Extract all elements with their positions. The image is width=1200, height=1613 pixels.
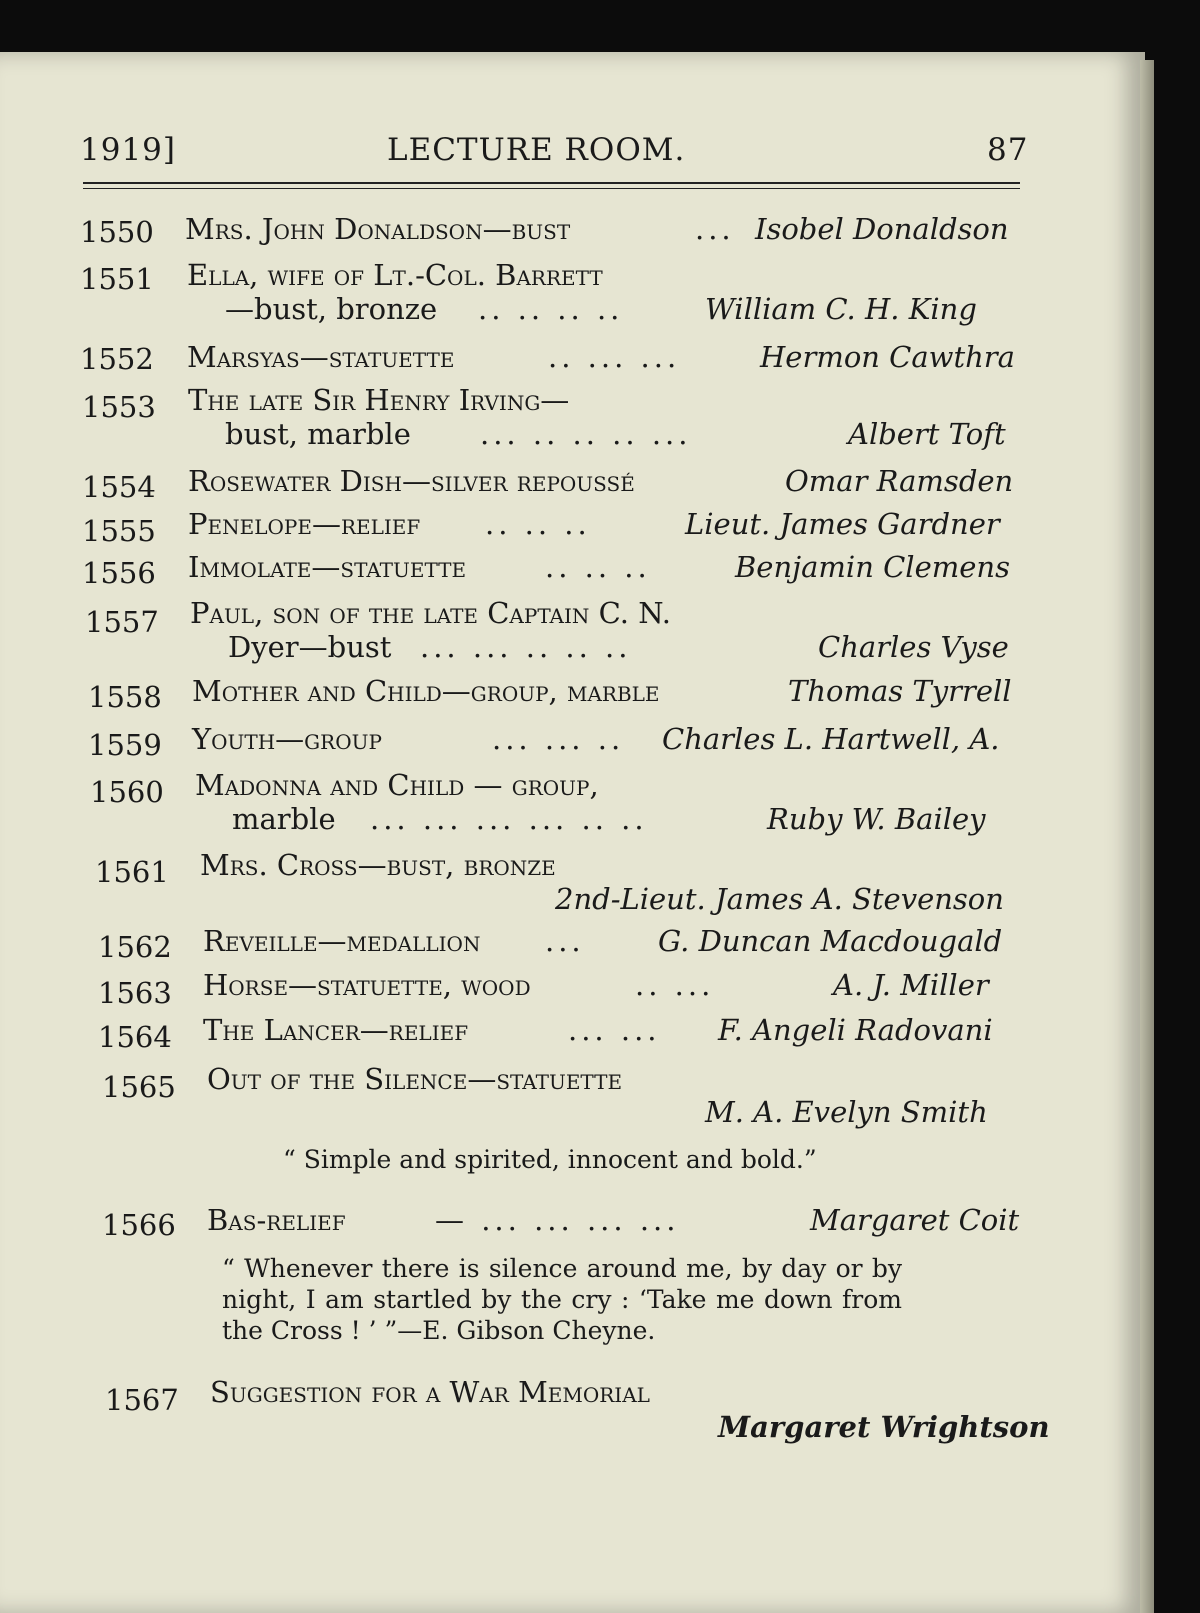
entry-number: 1555 — [82, 514, 156, 548]
entry-artist: Ruby W. Bailey — [767, 802, 986, 836]
entry-title: Horse—statuette, wood — [203, 968, 531, 1002]
entry-leader-dots: ... .. .. .. ... — [480, 417, 692, 451]
entry-leader-dots: .. .. .. — [545, 550, 651, 584]
entry-number: 1567 — [105, 1383, 179, 1417]
entry-leader-dots: ... ... .. — [492, 722, 625, 756]
entry-leader-dots: — ... ... ... ... — [435, 1203, 680, 1237]
entry-artist: Lieut. James Gardner — [685, 507, 1000, 541]
entry-title: The late Sir Henry Irving— — [188, 383, 570, 417]
entry-title: Bas-relief — [207, 1203, 346, 1237]
entry-title: Suggestion for a War Memorial — [210, 1375, 650, 1409]
header-title: LECTURE ROOM. — [387, 132, 686, 168]
entry-title: Marsyas—statuette — [187, 340, 455, 374]
entry-number: 1561 — [95, 855, 169, 889]
entry-title-continued: Dyer—bust — [228, 630, 392, 664]
header-rule-top — [83, 182, 1020, 184]
header-rule-bottom — [83, 188, 1020, 189]
entry-artist: Margaret Coit — [810, 1203, 1020, 1237]
entry-number: 1556 — [82, 556, 156, 590]
entry-title: Paul, son of the late Captain C. N. — [190, 596, 671, 630]
entry-leader-dots: ... ... ... ... .. .. — [370, 802, 648, 836]
entry-leader-dots: .. .. .. — [485, 507, 591, 541]
entry-number: 1564 — [98, 1020, 172, 1054]
entry-number: 1563 — [98, 976, 172, 1010]
entry-title-continued: marble — [232, 802, 336, 836]
entry-artist: G. Duncan Macdougald — [658, 924, 1003, 958]
entry-number: 1554 — [82, 470, 156, 504]
entry-artist: Omar Ramsden — [785, 464, 1014, 498]
entry-number: 1559 — [88, 728, 162, 762]
entry-leader-dots: ... — [695, 212, 735, 246]
entry-title: Ella, wife of Lt.-Col. Barrett — [187, 258, 603, 292]
entry-title: Out of the Silence—statuette — [207, 1062, 623, 1096]
entry-title: Mother and Child—group, marble — [192, 674, 660, 708]
entry-title: Mrs. John Donaldson—bust — [185, 212, 571, 246]
entry-artist: William C. H. King — [705, 292, 977, 326]
entry-title: The Lancer—relief — [203, 1013, 469, 1047]
entry-title: Immolate—statuette — [188, 550, 467, 584]
entry-artist: Charles L. Hartwell, A. — [662, 722, 1000, 756]
entry-number: 1551 — [80, 262, 154, 296]
entry-artist: M. A. Evelyn Smith — [705, 1095, 988, 1129]
entry-title: Rosewater Dish—silver repoussé — [188, 464, 635, 498]
entry-artist: F. Angeli Radovani — [718, 1013, 993, 1047]
entry-title: Reveille—medallion — [203, 924, 481, 958]
entry-leader-dots: .. .. .. .. — [478, 292, 624, 326]
entry-number: 1552 — [80, 342, 154, 376]
entry-leader-dots: .. ... — [635, 968, 715, 1002]
entry-title: Youth—group — [192, 722, 382, 756]
entry-leader-dots: ... — [545, 924, 585, 958]
header-page-number: 87 — [987, 132, 1029, 168]
entry-number: 1550 — [80, 215, 154, 249]
page-edge — [1140, 60, 1154, 1613]
entry-artist: Albert Toft — [848, 417, 1006, 451]
entry-artist: Thomas Tyrrell — [788, 674, 1012, 708]
entry-artist: Margaret Wrightson — [718, 1410, 1050, 1444]
entry-number: 1557 — [85, 605, 159, 639]
entry-number: 1560 — [90, 775, 164, 809]
entry-number: 1565 — [102, 1070, 176, 1104]
entry-quote: “ Whenever there is silence around me, by day or by night, I am startled by the cry : ‘Take me down from the Cross ! ’ ”—E. Gibson Cheyne. — [222, 1254, 902, 1345]
entry-artist: Isobel Donaldson — [755, 212, 1009, 246]
header-year: 1919] — [80, 132, 176, 168]
entry-number: 1558 — [88, 680, 162, 714]
entry-number: 1566 — [102, 1208, 176, 1242]
entry-title: Penelope—relief — [188, 507, 421, 541]
entry-leader-dots: ... ... .. .. .. — [420, 630, 632, 664]
entry-artist: Benjamin Clemens — [735, 550, 1010, 584]
entry-number: 1553 — [82, 390, 156, 424]
entry-title-continued: bust, marble — [225, 417, 411, 451]
entry-artist: Hermon Cawthra — [760, 340, 1015, 374]
entry-leader-dots: .. ... ... — [548, 340, 681, 374]
entry-quote: “ Simple and spirited, innocent and bold.” — [283, 1145, 817, 1174]
entry-artist: A. J. Miller — [833, 968, 989, 1002]
entry-title: Mrs. Cross—bust, bronze — [200, 848, 556, 882]
entry-artist: 2nd-Lieut. James A. Stevenson — [555, 882, 1004, 916]
entry-leader-dots: ... ... — [568, 1013, 661, 1047]
entry-title-continued: —bust, bronze — [225, 292, 438, 326]
entry-title: Madonna and Child — group, — [195, 768, 599, 802]
entry-artist: Charles Vyse — [818, 630, 1009, 664]
entry-number: 1562 — [98, 930, 172, 964]
